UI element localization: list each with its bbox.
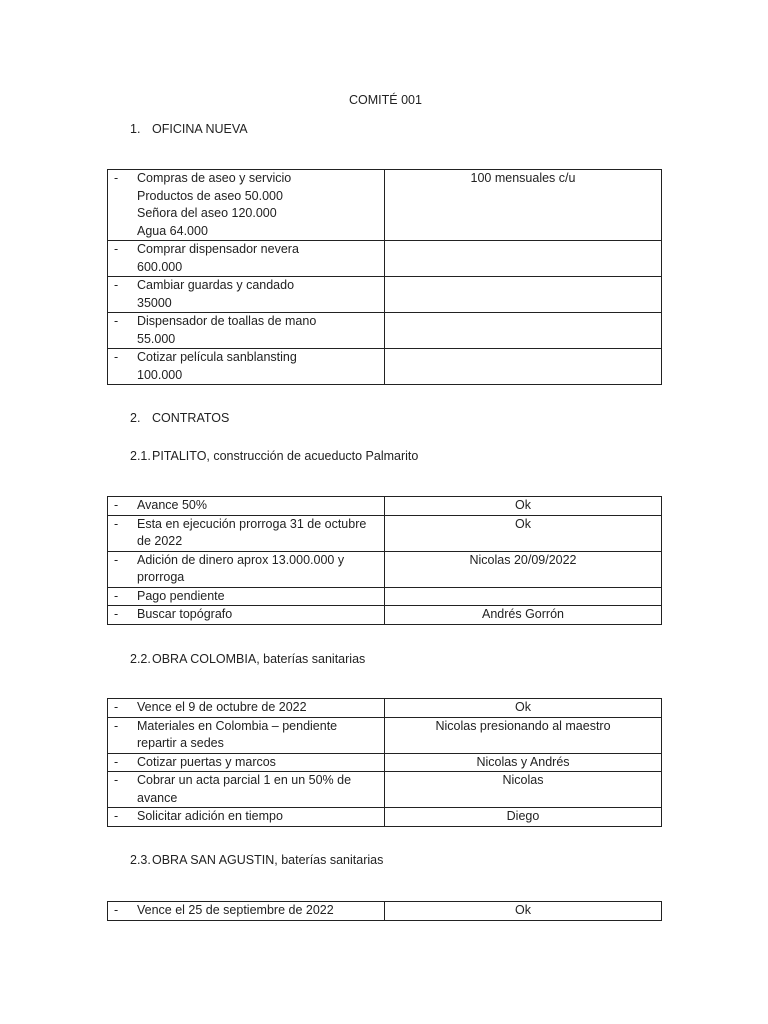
row-text: Cambiar guardas y candado (137, 278, 295, 292)
section-2-2-number: 2.2. (130, 652, 151, 666)
table-row (108, 170, 662, 241)
list-dash: - (114, 350, 119, 364)
row-note: Andrés Gorrón (385, 606, 662, 625)
table-row (108, 241, 662, 277)
table-row (108, 349, 662, 385)
list-dash: - (114, 588, 119, 603)
row-note: Nicolas presionando al maestro (385, 717, 662, 753)
row-text: de 2022 (137, 534, 183, 548)
table-oficina-nueva (107, 169, 662, 385)
list-dash: - (114, 809, 119, 823)
document-title: COMITÉ 001 (349, 93, 422, 107)
section-2-1-number: 2.1. (130, 449, 151, 463)
row-text: 100.000 (137, 367, 183, 382)
table-row (108, 753, 662, 772)
list-dash: - (114, 498, 119, 512)
section-2-3-heading: OBRA SAN AGUSTIN, baterías sanitarias (152, 853, 384, 867)
list-dash: - (114, 516, 119, 531)
list-dash: - (114, 242, 119, 256)
list-dash: - (114, 314, 119, 328)
row-note: Nicolas (385, 772, 662, 808)
table-pitalito (107, 496, 662, 625)
table-row (108, 277, 662, 313)
list-dash: - (114, 700, 119, 714)
section-2-2-heading: OBRA COLOMBIA, baterías sanitarias (152, 652, 366, 666)
row-note: Nicolas y Andrés (385, 753, 662, 772)
row-note: Diego (385, 808, 662, 827)
row-text: Compras de aseo y servicio (137, 171, 292, 185)
table-row (108, 902, 662, 921)
table-row (108, 515, 662, 551)
table-row (108, 772, 662, 808)
row-text: Cobrar un acta parcial 1 en un 50% de (137, 773, 352, 787)
row-note: Ok (385, 515, 662, 551)
row-text: Solicitar adición en tiempo (137, 809, 283, 823)
section-2-1-heading: PITALITO, construcción de acueducto Palmarito (152, 449, 419, 463)
row-text: Cotizar puertas y marcos (137, 754, 276, 769)
row-text: repartir a sedes (137, 736, 224, 750)
list-dash: - (114, 552, 119, 567)
row-text: Pago pendiente (137, 588, 225, 603)
table-row (108, 551, 662, 587)
row-text: Agua 64.000 (137, 223, 208, 238)
row-text: prorroga (137, 570, 185, 584)
list-dash: - (114, 773, 119, 787)
row-text: 600.000 (137, 259, 183, 274)
list-dash: - (114, 754, 119, 769)
row-text: Comprar dispensador nevera (137, 242, 299, 256)
table-obra-san-agustin (107, 901, 662, 921)
row-text: Materiales en Colombia – pendiente (137, 718, 338, 733)
row-text: Señora del aseo 120.000 (137, 206, 277, 220)
list-dash: - (114, 607, 119, 621)
row-note (385, 313, 662, 349)
row-note (385, 241, 662, 277)
row-note: 100 mensuales c/u (385, 170, 662, 241)
list-dash: - (114, 718, 119, 733)
row-text: Vence el 9 de octubre de 2022 (137, 700, 307, 714)
row-text: Productos de aseo 50.000 (137, 188, 283, 203)
table-row (108, 313, 662, 349)
list-dash: - (114, 903, 119, 917)
row-text: Dispensador de toallas de mano (137, 314, 317, 328)
row-note: Ok (385, 902, 662, 921)
section-2-number: 2. (130, 411, 141, 425)
table-row (108, 699, 662, 718)
table-row (108, 717, 662, 753)
row-note (385, 349, 662, 385)
row-text: Esta en ejecución prorroga 31 de octubre (137, 516, 367, 531)
section-1-number: 1. (130, 122, 141, 136)
table-row (108, 606, 662, 625)
table-row (108, 808, 662, 827)
row-note (385, 587, 662, 606)
row-note: Ok (385, 497, 662, 516)
row-text: Vence el 25 de septiembre de 2022 (137, 903, 334, 917)
section-2-heading: CONTRATOS (152, 411, 230, 425)
section-1-heading: OFICINA NUEVA (152, 122, 248, 136)
row-text: avance (137, 790, 178, 805)
row-note: Nicolas 20/09/2022 (385, 551, 662, 587)
row-text: Cotizar película sanblansting (137, 350, 297, 364)
list-dash: - (114, 278, 119, 292)
list-dash: - (114, 171, 119, 185)
row-text: 35000 (137, 295, 172, 310)
section-2-3-number: 2.3. (130, 853, 151, 867)
table-obra-colombia (107, 698, 662, 827)
row-text: 55.000 (137, 331, 176, 346)
row-text: Adición de dinero aprox 13.000.000 y (137, 552, 345, 567)
row-note: Ok (385, 699, 662, 718)
row-text: Avance 50% (137, 498, 207, 512)
row-text: Buscar topógrafo (137, 607, 233, 621)
table-row (108, 497, 662, 516)
row-note (385, 277, 662, 313)
table-row (108, 587, 662, 606)
